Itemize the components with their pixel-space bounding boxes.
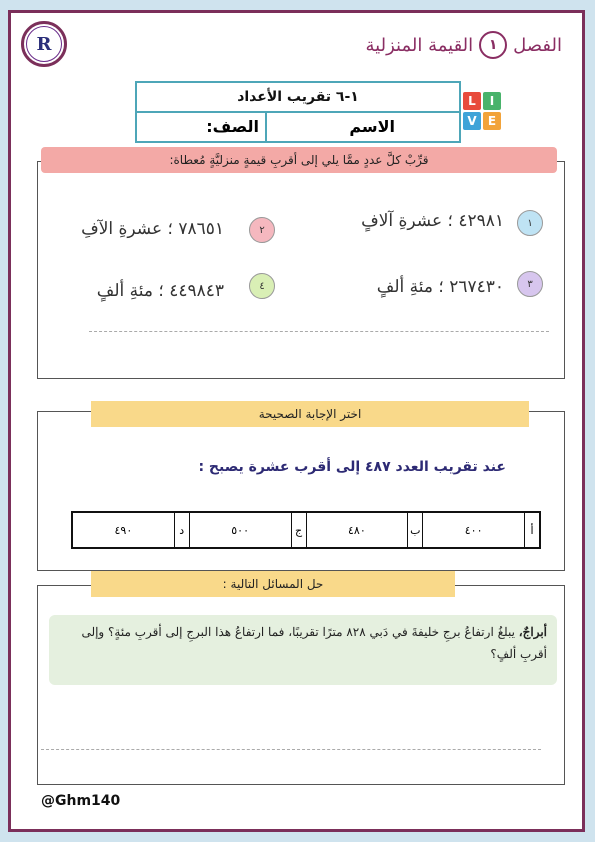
chapter-heading [366,31,562,59]
instruction-text: قرِّبْ كلَّ عددٍ ممَّا يلي إلى أقربِ قيمةٍ منزليَّةٍ مُعطاة: [169,153,429,167]
solve-banner-text: حل المسائل التالية : [222,577,324,591]
problem-text: يبلغُ ارتفاعُ برجِ خليفةَ في دَبي ٨٢٨ مترًا تقريبًا، فما ارتفاعُ هذا البرجِ إلى أقربِ مئةٍ؟ وإلى أقربِ ألفٍ؟ [81,625,547,661]
item-number-4: ٤ [249,273,275,299]
rounding-item-3: ٢٦٧٤٣٠ ؛ مئةِ ألفٍ [376,277,504,297]
option-b[interactable]: ٤٨٠ [306,513,408,547]
rounding-item-2: ٧٨٦٥١ ؛ عشرةِ الآفِ [81,219,224,239]
choose-banner [91,401,529,427]
choose-banner-text: اختر الإجابة الصحيحة [258,407,362,421]
answer-line[interactable] [41,749,541,750]
rounding-item-4: ٤٤٩٨٤٣ ؛ مئةِ ألفٍ [96,281,224,301]
answer-line[interactable] [89,331,549,332]
class-label: الصف: [206,117,259,136]
logo-mark: R [26,26,62,62]
item-number-1: ١ [517,210,543,236]
option-a[interactable]: ٤٠٠ [422,513,524,547]
option-letter-d: د [174,513,189,547]
problem-label: أبراجٌ، [518,625,547,639]
chapter-title: القيمة المنزلية [365,34,474,56]
option-letter-a: أ [524,513,539,547]
author-handle: @Ghm140 [41,793,121,809]
instruction-banner [41,147,557,173]
live-badge [463,92,501,130]
rounding-section [37,161,565,379]
live-letter: I [483,92,501,110]
mc-question: عند تقريب العدد ٤٨٧ إلى أقرب عشرة يصبح : [198,459,506,475]
worksheet-page [8,10,585,832]
live-letter: E [483,112,501,130]
solve-banner [91,571,455,597]
word-problem [49,615,557,685]
option-d[interactable]: ٤٩٠ [114,523,133,537]
option-letter-c: ج [291,513,306,547]
school-logo [21,21,67,67]
option-letter-b: ب [407,513,422,547]
item-number-2: ٢ [249,217,275,243]
option-c[interactable]: ٥٠٠ [189,513,291,547]
answer-options-table [71,511,541,549]
chapter-label: الفصل [513,34,562,56]
rounding-item-1: ٤٢٩٨١ ؛ عشرةِ آلافٍ [361,211,504,231]
lesson-title-box [135,81,461,143]
chapter-number: ١ [479,31,507,59]
class-field[interactable] [137,113,265,141]
live-letter: L [463,92,481,110]
name-field[interactable] [265,113,459,141]
live-letter: V [463,112,481,130]
item-number-3: ٣ [517,271,543,297]
name-label: الاسم [349,117,395,136]
lesson-title: ١-٦ تقريب الأعداد [137,83,459,113]
